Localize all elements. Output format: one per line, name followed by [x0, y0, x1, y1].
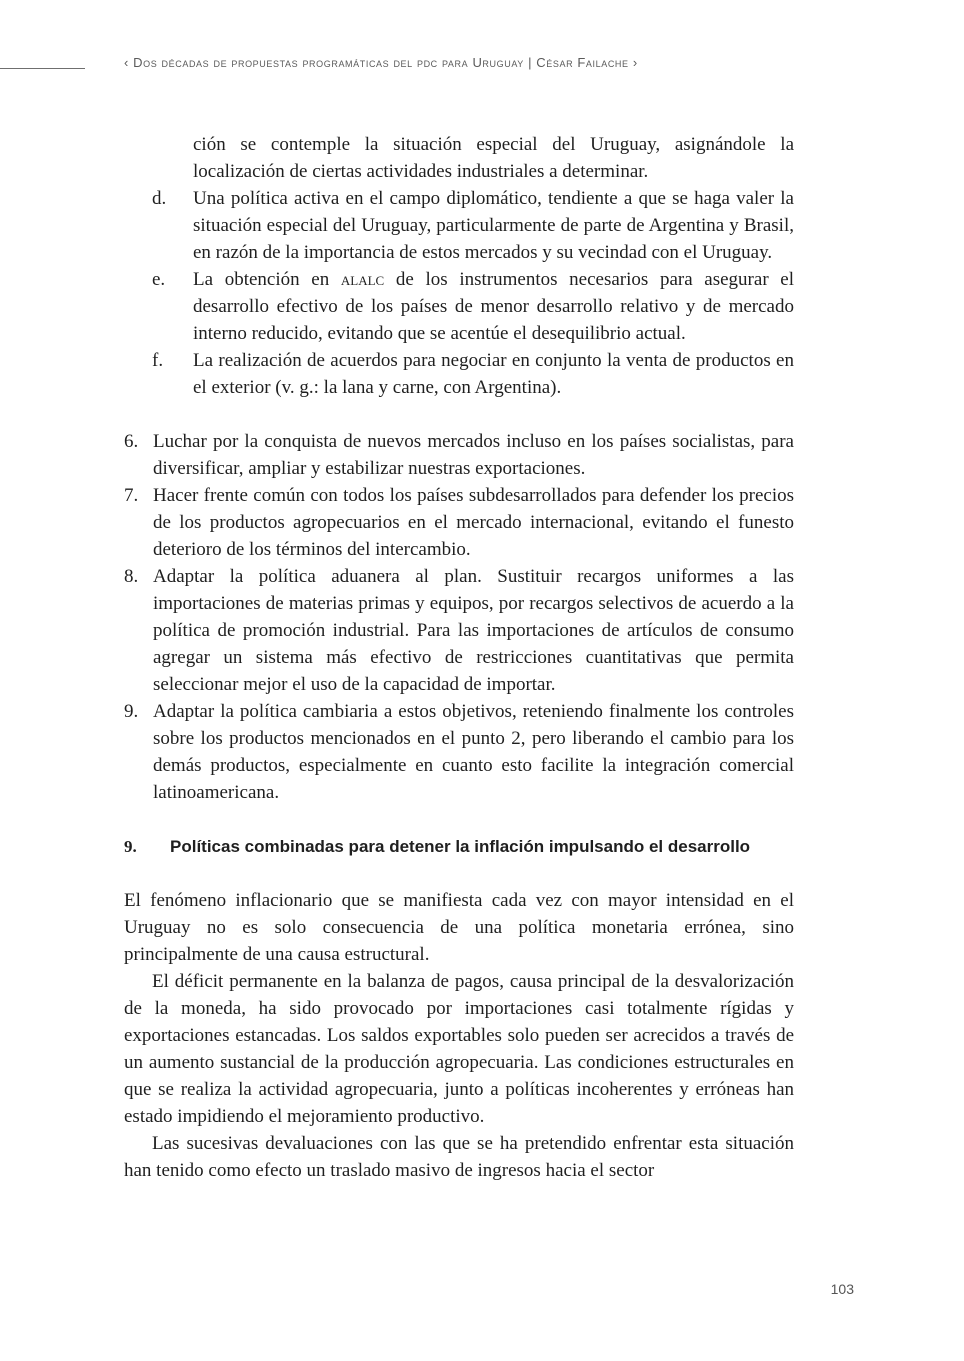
running-header: ‹ Dos décadas de propuestas programáticas del pdc para Uruguay | César Failache › — [124, 55, 638, 70]
abbreviation-alalc: alalc — [340, 269, 385, 290]
paragraph: Las sucesivas devaluaciones con las que se ha pretendido enfrentar esta situación han tenido como efecto un traslado masivo de ingresos hacia el sector — [124, 1133, 794, 1181]
list-text: Adaptar la política cambiaria a estos objetivos, reteniendo finalmente los controles sobre los productos mencionados en el punto 2, pero liberando el cambio para los demás productos, especialmente en cuanto esto facilite la integración comercial latinoamericana. — [153, 701, 794, 803]
list-item-8 — [124, 563, 794, 698]
list-label: d. — [152, 188, 167, 209]
list-number: 7. — [124, 485, 139, 506]
list-item-6 — [124, 428, 794, 482]
continuation-text: ción se contemple la situación especial del Uruguay, asignándole la localización de ciertas actividades industriales a determinar. — [193, 134, 794, 182]
list-item-f — [124, 347, 794, 401]
list-text: La realización de acuerdos para negociar en conjunto la venta de productos en el exterior (v. g.: la lana y carne, con Argentina). — [193, 350, 794, 398]
section-number: 9. — [124, 837, 137, 856]
list-item-7 — [124, 482, 794, 563]
list-text-before: La obtención en — [193, 269, 330, 290]
paragraph: El déficit permanente en la balanza de pagos, causa principal de la desvalorización de la moneda, ha sido provocado por importaciones casi totalmente rígidas y exportaciones estancadas. Los saldos exportables solo pueden ser acrecidos a través de un aumento sustancial de la producción agropecuaria. Las condiciones estructurales en que se realiza la actividad agropecuaria, junto a políticas incoherentes y erróneas han estado impidiendo el mejoramiento productivo. — [124, 971, 794, 1127]
list-text-after: de los instrumentos necesarios para asegurar el desarrollo efectivo de los países de menor desarrollo relativo y de mercado interno reducido, evitando que se acentúe el desequilibrio actual. — [193, 269, 795, 344]
list-text: Una política activa en el campo diplomático, tendiente a que se haga valer la situación especial del Uruguay, particularmente de parte de Argentina y Brasil, en razón de la importancia de estos mercados y su vecindad con el Uruguay. — [193, 188, 794, 263]
list-text — [193, 266, 794, 347]
section-heading — [124, 833, 794, 860]
list-item-e — [124, 266, 794, 347]
list-label: e. — [152, 269, 166, 290]
list-number: 8. — [124, 566, 139, 587]
paragraph: El fenómeno inflacionario que se manifiesta cada vez con mayor intensidad en el Uruguay no es solo consecuencia de una política monetaria errónea, sino principalmente de una causa estructural. — [124, 890, 794, 965]
list-item-d — [124, 185, 794, 266]
list-item-9 — [124, 698, 794, 806]
list-text: Hacer frente común con todos los países subdesarrollados para defender los precios de los productos agropecuarios en el mercado internacional, evitando el funesto deterioro de los términos del intercambio. — [153, 485, 794, 560]
section-title: Políticas combinadas para detener la inflación impulsando el desarrollo — [170, 837, 751, 856]
list-number: 6. — [124, 431, 139, 452]
page-number: 103 — [830, 1281, 854, 1297]
list-number: 9. — [124, 701, 139, 722]
list-text: Luchar por la conquista de nuevos mercados incluso en los países socialistas, para diversificar, ampliar y estabilizar nuestras exportaciones. — [153, 431, 794, 479]
list-label: f. — [152, 350, 164, 371]
page-body — [124, 131, 794, 1184]
list-text: Adaptar la política aduanera al plan. Sustituir recargos uniformes a las importaciones de materias primas y equipos, por recargos selectivos de acuerdo a la política de promoción industrial. Para las importaciones de artículos de consumo agregar un sistema más efectivo de restricciones cuantitativas que permita seleccionar mejor el uso de la capacidad de importar. — [153, 566, 794, 695]
header-rule — [0, 68, 85, 69]
